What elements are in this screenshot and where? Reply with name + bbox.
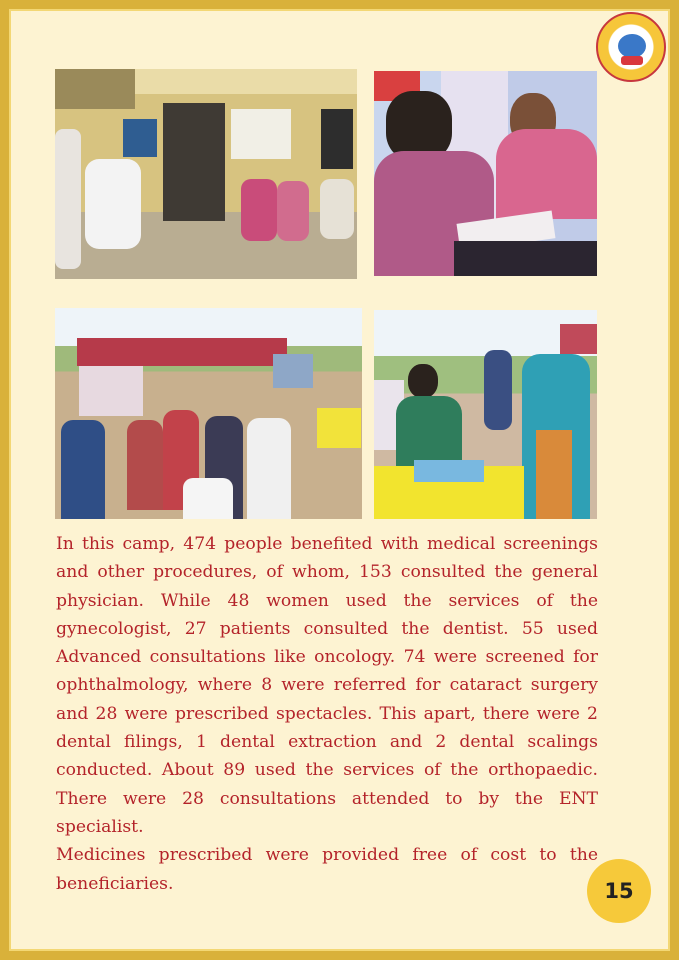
page-number-badge: 15 [587, 859, 651, 923]
body-paragraph: Medicines prescribed were provided free of cost to the beneficiaries. [56, 845, 598, 894]
camp-crowd-photo [55, 308, 362, 519]
medicine-counter-photo [374, 310, 597, 519]
globe-icon [618, 34, 646, 58]
doctor-consultation-photo [374, 71, 597, 276]
body-text [56, 530, 598, 898]
vehicle-icon [621, 56, 643, 65]
trust-logo-icon [596, 12, 666, 82]
body-paragraph: In this camp, 474 people benefited with medical screenings and other procedures, of whom, 153 consulted the general physician. While 48 women used the services of the gynecologist, 27 patients consulted the dentist. 55 used Advanced consultations like oncology. 74 were screened for ophthalmology, where 8 were referred for cataract surgery and 28 were prescribed spectacles. This apart, there were 2 dental filings, 1 dental extraction and 2 dental scalings conducted. About 89 used the services of the orthopaedic. There were 28 consultations attended to by the ENT specialist. [56, 534, 598, 837]
camp-registration-photo [55, 69, 357, 279]
